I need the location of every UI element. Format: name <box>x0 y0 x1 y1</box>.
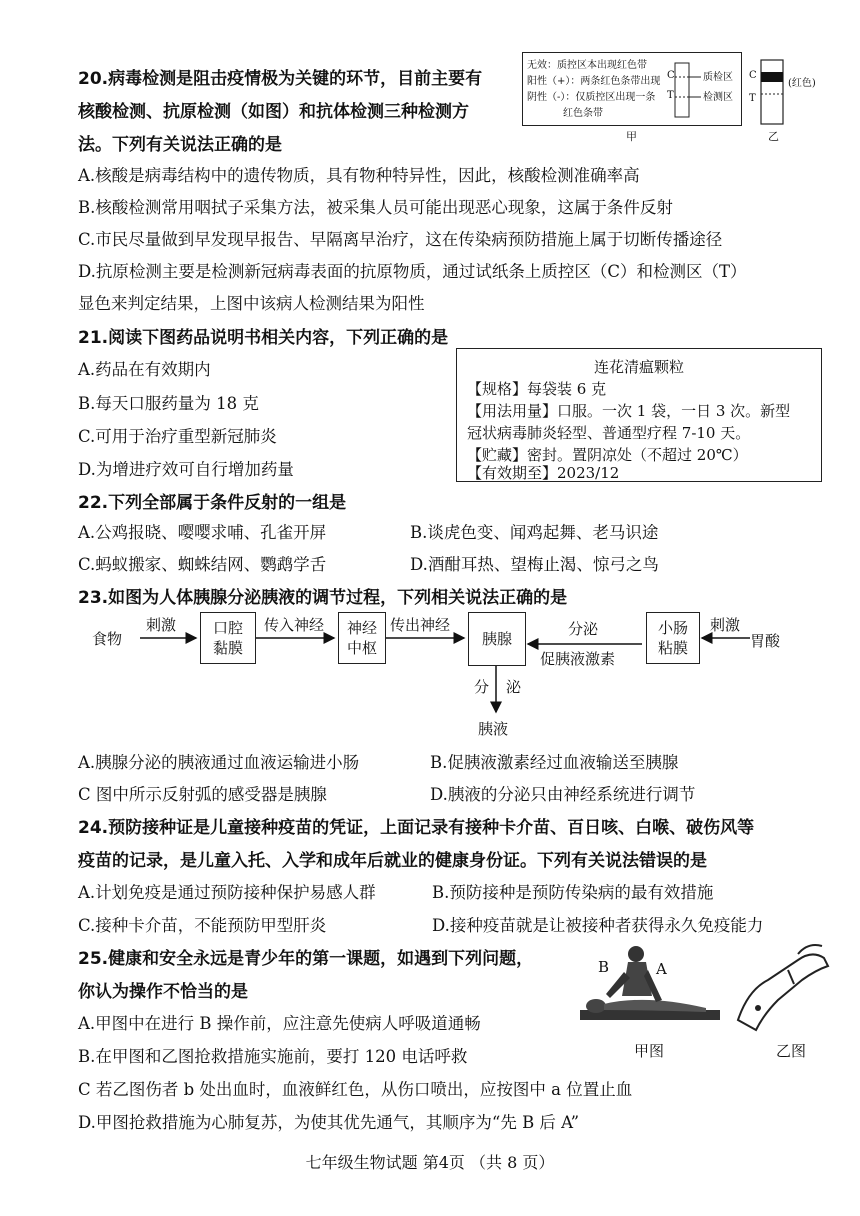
q23-secrete-down-2: 泌 <box>506 678 522 696</box>
q20-option-d-line2: 显色来判定结果，上图中该病人检测结果为阳性 <box>78 294 425 313</box>
q23-pancreas: 胰腺 <box>481 630 512 648</box>
q23-oral-mucosa-box <box>200 612 256 664</box>
page-footer: 七年级生物试题 第4页 （共 8 页） <box>305 1153 555 1172</box>
q20-caption-b: 乙 <box>768 130 779 143</box>
q23-oral-1: 口腔 <box>212 619 243 637</box>
q23-stem: 23.如图为人体胰腺分泌胰液的调节过程，下列相关说法正确的是 <box>78 588 568 608</box>
q23-option-c: C 图中所示反射弧的感受器是胰腺 <box>78 785 327 804</box>
q22-option-b: B.谈虎色变、闻鸡起舞、老马识途 <box>410 523 659 542</box>
q21-drug-expiry: 【有效期至】2023/12 <box>467 464 620 482</box>
q23-option-d: D.胰液的分泌只由神经系统进行调节 <box>430 785 696 804</box>
q23-efferent: 传出神经 <box>390 616 451 634</box>
q23-afferent: 传入神经 <box>264 616 325 634</box>
q20-fig-positive: 阳性（+）：两条红色条带出现 <box>527 76 661 87</box>
q25-caption-b: 乙图 <box>776 1042 807 1060</box>
q20-red-note: (红色) <box>788 78 816 89</box>
q23-secrete-down-1: 分 <box>474 678 490 696</box>
q20-fig-invalid: 无效：质控区本出现红色带 <box>527 60 647 71</box>
q20-caption-a: 甲 <box>626 130 637 143</box>
q21-option-b: B.每天口服药量为 18 克 <box>78 394 259 413</box>
q20-option-d-line1: D.抗原检测主要是检测新冠病毒表面的抗原物质，通过试纸条上质控区（C）和检测区（T） <box>78 262 747 281</box>
q20-strip-t: T <box>749 93 756 104</box>
q23-center-box <box>338 612 386 664</box>
q21-drug-usage-1: 【用法用量】口服。一次 1 袋，一日 3 次。新型 <box>467 402 791 420</box>
q24-option-d: D.接种疫苗就是让被接种者获得永久免疫能力 <box>432 916 764 935</box>
q23-intestine-2: 粘膜 <box>657 639 688 657</box>
q25-caption-a: 甲图 <box>634 1042 665 1060</box>
q21-option-d: D.为增进疗效可自行增加药量 <box>78 460 294 479</box>
q21-drug-spec: 【规格】每袋装 6 克 <box>467 380 607 398</box>
q20-strip-c: C <box>749 70 757 81</box>
q25-fig-label-a: A <box>656 960 667 978</box>
q21-option-c: C.可用于治疗重型新冠肺炎 <box>78 427 277 446</box>
q23-intestine-box <box>646 612 700 664</box>
q24-option-b: B.预防接种是预防传染病的最有效措施 <box>432 883 714 902</box>
q24-option-a: A.计划免疫是通过预防接种保护易感人群 <box>78 883 376 902</box>
q23-option-a: A.胰腺分泌的胰液通过血液运输进小肠 <box>78 753 360 772</box>
q25-option-a: A.甲图中在进行 B 操作前，应注意先使病人呼吸道通畅 <box>78 1014 481 1033</box>
q22-stem: 22.下列全部属于条件反射的一组是 <box>78 493 347 513</box>
q20-stem-line1: 20.病毒检测是阻击疫情极为关键的环节，目前主要有 <box>78 69 483 89</box>
q23-center-1: 神经 <box>346 619 377 637</box>
q20-fig-negative-2: 红色条带 <box>563 108 603 119</box>
q25-option-b: B.在甲图和乙图抢救措施实施前，要打 120 电话呼救 <box>78 1047 468 1066</box>
q23-secrete-top: 分泌 <box>568 620 599 638</box>
q25-arm-illustration <box>728 940 836 1036</box>
q22-option-a: A.公鸡报晓、嘤嘤求哺、孔雀开屏 <box>78 523 327 542</box>
q21-stem: 21.阅读下图药品说明书相关内容，下列正确的是 <box>78 328 449 348</box>
q23-hormone: 促胰液激素 <box>540 650 616 668</box>
q20-fig-label-t: T <box>667 90 674 101</box>
q23-acid: 胃酸 <box>750 632 781 650</box>
q24-stem-line2: 疫苗的记录，是儿童入托、入学和成年后就业的健康身份证。下列有关说法错误的是 <box>78 851 707 871</box>
q20-fig-control-zone: 质检区 <box>703 72 733 83</box>
q23-stimulus-1: 刺激 <box>146 616 177 634</box>
q23-option-b: B.促胰液激素经过血液输送至胰腺 <box>430 753 679 772</box>
q20-stem-line2: 核酸检测、抗原检测（如图）和抗体检测三种检测方 <box>78 102 469 122</box>
q24-stem-line1: 24.预防接种证是儿童接种疫苗的凭证，上面记录有接种卡介苗、百日咳、白喉、破伤风等 <box>78 818 755 838</box>
q25-stem-line2: 你认为操作不恰当的是 <box>78 982 248 1002</box>
q21-drug-usage-2: 冠状病毒肺炎轻型、普通型疗程 7-10 天。 <box>467 424 751 442</box>
q24-option-c: C.接种卡介苗，不能预防甲型肝炎 <box>78 916 327 935</box>
q20-stem-line3: 法。下列有关说法正确的是 <box>78 135 282 155</box>
q21-drug-storage: 【贮藏】密封。置阴凉处（不超过 20℃） <box>467 446 748 464</box>
q23-stimulus-2: 刺激 <box>710 616 741 634</box>
q20-fig-negative-1: 阴性（-）：仅质控区出现一条 <box>527 92 656 103</box>
q23-intestine-1: 小肠 <box>657 619 688 637</box>
q25-fig-label-b: B <box>598 958 610 976</box>
q25-option-d: D.甲图抢救措施为心肺复苏，为使其优先通气，其顺序为“先 B 后 A” <box>78 1113 580 1132</box>
q22-option-c: C.蚂蚁搬家、蜘蛛结网、鹦鹉学舌 <box>78 555 327 574</box>
q23-center-2: 中枢 <box>346 639 377 657</box>
q21-option-a: A.药品在有效期内 <box>78 360 211 379</box>
q20-option-c: C.市民尽量做到早发现早报告、早隔离早治疗，这在传染病预防措施上属于切断传播途径 <box>78 230 723 249</box>
q22-option-d: D.酒酣耳热、望梅止渴、惊弓之鸟 <box>410 555 659 574</box>
q25-option-c: C 若乙图伤者 b 处出血时，血液鲜红色，从伤口喷出，应按图中 a 位置止血 <box>78 1080 633 1099</box>
q20-fig-label-c: C <box>667 70 675 81</box>
q20-option-b: B.核酸检测常用咽拭子采集方法，被采集人员可能出现恶心现象，这属于条件反射 <box>78 198 673 217</box>
q20-option-a: A.核酸是病毒结构中的遗传物质，具有物种特异性，因此，核酸检测准确率高 <box>78 166 640 185</box>
q23-food: 食物 <box>92 630 123 648</box>
q20-fig-test-zone: 检测区 <box>703 92 733 103</box>
q23-juice: 胰液 <box>478 720 509 738</box>
q21-drug-title: 连花清瘟颗粒 <box>593 358 684 376</box>
q23-pancreas-box <box>468 612 526 666</box>
q23-oral-2: 黏膜 <box>212 639 243 657</box>
q25-stem-line1: 25.健康和安全永远是青少年的第一课题，如遇到下列问题， <box>78 949 534 969</box>
